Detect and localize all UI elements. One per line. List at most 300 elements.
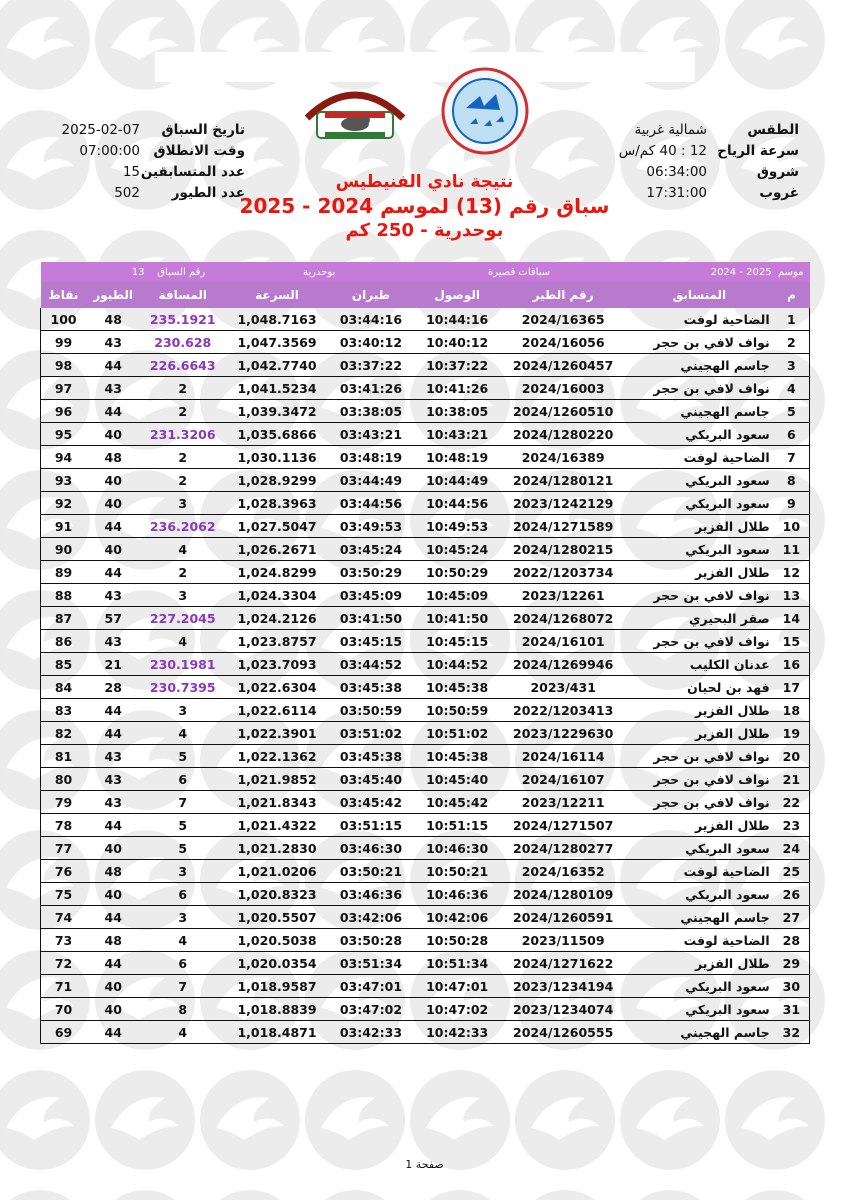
birds-cell: 40 (86, 538, 140, 561)
birds-cell: 57 (86, 607, 140, 630)
birds-count-label: عدد الطيور (171, 185, 245, 201)
arrival-time-cell: 10:44:49 (413, 469, 501, 492)
arrival-time-cell: 10:44:16 (413, 308, 501, 331)
distance-cell: 3 (140, 860, 225, 883)
rank-cell: 22 (774, 791, 810, 814)
points-cell: 90 (41, 538, 87, 561)
competitor-cell: طلال الفزير (625, 515, 774, 538)
competitor-cell: نواف لافي بن حجر (625, 331, 774, 354)
table-row (41, 331, 810, 354)
arrival-time-cell: 10:42:06 (413, 906, 501, 929)
arrival-time-cell: 10:40:12 (413, 331, 501, 354)
rank-cell: 15 (774, 630, 810, 653)
competitor-cell: سعود البريكي (625, 423, 774, 446)
birds-cell: 44 (86, 906, 140, 929)
flight-time-cell: 03:42:33 (329, 1021, 413, 1044)
speed-cell: 1,023.7093 (225, 653, 329, 676)
competitor-cell: نواف لافي بن حجر (625, 377, 774, 400)
birds-cell: 43 (86, 584, 140, 607)
points-cell: 94 (41, 446, 87, 469)
competitor-cell: نواف لافي بن حجر (625, 745, 774, 768)
table-row (41, 837, 810, 860)
table-row (41, 308, 810, 331)
table-row (41, 354, 810, 377)
table-row (41, 446, 810, 469)
competitor-cell: نواف لافي بن حجر (625, 791, 774, 814)
points-cell: 81 (41, 745, 87, 768)
distance-cell: 230.1981 (140, 653, 225, 676)
speed-cell: 1,020.5507 (225, 906, 329, 929)
points-cell: 75 (41, 883, 87, 906)
competitor-cell: سعود البريكي (625, 492, 774, 515)
table-row (41, 515, 810, 538)
rank-cell: 2 (774, 331, 810, 354)
ring-number-cell: 2024/16107 (501, 768, 625, 791)
rank-cell: 23 (774, 814, 810, 837)
col-ring: رقم الطير (501, 282, 625, 308)
flight-time-cell: 03:50:59 (329, 699, 413, 722)
birds-cell: 28 (86, 676, 140, 699)
competitor-cell: سعود البريكي (625, 975, 774, 998)
flight-time-cell: 03:44:49 (329, 469, 413, 492)
rank-cell: 19 (774, 722, 810, 745)
arrival-time-cell: 10:47:02 (413, 998, 501, 1021)
competitors-count-value: 15 (122, 164, 140, 180)
points-cell: 80 (41, 768, 87, 791)
distance-cell: 2 (140, 377, 225, 400)
col-birds: الطيور (86, 282, 140, 308)
arrival-time-cell: 10:37:22 (413, 354, 501, 377)
ring-number-cell: 2023/1242129 (501, 492, 625, 515)
table-row (41, 423, 810, 446)
distance-cell: 2 (140, 400, 225, 423)
ring-number-cell: 2023/12261 (501, 584, 625, 607)
competitor-cell: طلال الفزير (625, 561, 774, 584)
season-cell (625, 262, 809, 282)
flight-time-cell: 03:48:19 (329, 446, 413, 469)
distance-cell: 5 (140, 745, 225, 768)
competitor-cell: سعود البريكي (625, 538, 774, 561)
kuwait-club-logo (295, 78, 415, 148)
rank-cell: 11 (774, 538, 810, 561)
birds-cell: 44 (86, 400, 140, 423)
distance-cell: 4 (140, 1021, 225, 1044)
distance-cell: 8 (140, 998, 225, 1021)
birds-cell: 43 (86, 745, 140, 768)
col-rank: م (774, 282, 810, 308)
flight-time-cell: 03:43:21 (329, 423, 413, 446)
rank-cell: 25 (774, 860, 810, 883)
points-cell: 89 (41, 561, 87, 584)
birds-cell: 44 (86, 699, 140, 722)
speed-cell: 1,021.4322 (225, 814, 329, 837)
speed-cell: 1,018.9587 (225, 975, 329, 998)
flight-time-cell: 03:47:02 (329, 998, 413, 1021)
speed-cell: 1,021.9852 (225, 768, 329, 791)
rank-cell: 1 (774, 308, 810, 331)
speed-cell: 1,022.1362 (225, 745, 329, 768)
fnaitees-club-logo (440, 66, 530, 156)
arrival-time-cell: 10:49:53 (413, 515, 501, 538)
competitor-cell: نواف لافي بن حجر (625, 768, 774, 791)
distance-cell: 4 (140, 630, 225, 653)
ring-number-cell: 2024/1280277 (501, 837, 625, 860)
ring-number-cell: 2024/16114 (501, 745, 625, 768)
ring-number-cell: 2024/16101 (501, 630, 625, 653)
speed-cell: 1,021.2830 (225, 837, 329, 860)
ring-number-cell: 2024/1271589 (501, 515, 625, 538)
col-competitor: المتسابق (625, 282, 774, 308)
distance-cell: 6 (140, 952, 225, 975)
speed-cell: 1,024.3304 (225, 584, 329, 607)
ring-number-cell: 2024/1280109 (501, 883, 625, 906)
col-speed: السرعة (225, 282, 329, 308)
rank-cell: 13 (774, 584, 810, 607)
competitor-cell: جاسم الهجيني (625, 400, 774, 423)
points-cell: 82 (41, 722, 87, 745)
ring-number-cell: 2024/16389 (501, 446, 625, 469)
ring-number-cell: 2023/431 (501, 676, 625, 699)
ring-number-cell: 2022/1203734 (501, 561, 625, 584)
race-date-value: 2025-02-07 (61, 122, 140, 138)
points-cell: 69 (41, 1021, 87, 1044)
competitor-cell: فهد بن لحيان (625, 676, 774, 699)
birds-cell: 44 (86, 1021, 140, 1044)
birds-cell: 40 (86, 423, 140, 446)
points-cell: 70 (41, 998, 87, 1021)
table-info-bar (41, 262, 810, 282)
table-row (41, 584, 810, 607)
points-cell: 93 (41, 469, 87, 492)
rank-cell: 20 (774, 745, 810, 768)
arrival-time-cell: 10:46:30 (413, 837, 501, 860)
flight-time-cell: 03:44:52 (329, 653, 413, 676)
arrival-time-cell: 10:51:34 (413, 952, 501, 975)
competitor-cell: طلال الفزير (625, 722, 774, 745)
birds-cell: 43 (86, 331, 140, 354)
points-cell: 72 (41, 952, 87, 975)
table-row (41, 929, 810, 952)
table-row (41, 607, 810, 630)
flight-time-cell: 03:40:12 (329, 331, 413, 354)
sunset-label: غروب (759, 185, 799, 201)
rank-cell: 32 (774, 1021, 810, 1044)
distance-cell: 2 (140, 561, 225, 584)
flight-time-cell: 03:44:16 (329, 308, 413, 331)
ring-number-cell: 2024/16352 (501, 860, 625, 883)
table-row (41, 561, 810, 584)
race-number-label: رقم السباق (157, 266, 206, 278)
ring-number-cell: 2023/1229630 (501, 722, 625, 745)
speed-cell: 1,039.3472 (225, 400, 329, 423)
flight-time-cell: 03:37:22 (329, 354, 413, 377)
ring-number-cell: 2024/1269946 (501, 653, 625, 676)
speed-cell: 1,021.0206 (225, 860, 329, 883)
points-cell: 100 (41, 308, 87, 331)
competitor-cell: جاسم الهجيني (625, 354, 774, 377)
flight-time-cell: 03:49:53 (329, 515, 413, 538)
birds-cell: 40 (86, 469, 140, 492)
competitor-cell: الضاحية لوفت (625, 860, 774, 883)
distance-cell: 3 (140, 584, 225, 607)
rank-cell: 21 (774, 768, 810, 791)
competitor-cell: سعود البريكي (625, 998, 774, 1021)
rank-cell: 26 (774, 883, 810, 906)
speed-cell: 1,020.0354 (225, 952, 329, 975)
flight-time-cell: 03:45:38 (329, 745, 413, 768)
col-distance: المسافة (140, 282, 225, 308)
distance-cell: 230.7395 (140, 676, 225, 699)
competitor-cell: عدنان الكليب (625, 653, 774, 676)
table-row (41, 860, 810, 883)
season-label: موسم (777, 266, 804, 278)
rank-cell: 4 (774, 377, 810, 400)
col-points: نقاط (41, 282, 87, 308)
distance-cell: 3 (140, 492, 225, 515)
race-number-value: 13 (131, 266, 145, 278)
ring-number-cell: 2024/1260510 (501, 400, 625, 423)
competitor-cell: نواف لافي بن حجر (625, 584, 774, 607)
ring-number-cell: 2023/1234194 (501, 975, 625, 998)
ring-number-cell: 2022/1203413 (501, 699, 625, 722)
speed-cell: 1,026.2671 (225, 538, 329, 561)
birds-cell: 43 (86, 791, 140, 814)
speed-cell: 1,035.6866 (225, 423, 329, 446)
rank-cell: 28 (774, 929, 810, 952)
table-row (41, 975, 810, 998)
table-row (41, 814, 810, 837)
arrival-time-cell: 10:45:09 (413, 584, 501, 607)
rank-cell: 29 (774, 952, 810, 975)
distance-cell: 231.3206 (140, 423, 225, 446)
rank-cell: 8 (774, 469, 810, 492)
arrival-time-cell: 10:51:02 (413, 722, 501, 745)
arrival-time-cell: 10:38:05 (413, 400, 501, 423)
rank-cell: 27 (774, 906, 810, 929)
distance-cell: 7 (140, 791, 225, 814)
points-cell: 77 (41, 837, 87, 860)
ring-number-cell: 2024/1271622 (501, 952, 625, 975)
points-cell: 73 (41, 929, 87, 952)
page-number: صفحة 1 (405, 1158, 444, 1171)
rank-cell: 5 (774, 400, 810, 423)
points-cell: 76 (41, 860, 87, 883)
weather-label: الطقس (747, 122, 799, 138)
flight-time-cell: 03:46:36 (329, 883, 413, 906)
speed-cell: 1,048.7163 (225, 308, 329, 331)
weather-value: شمالية غربية (634, 122, 707, 138)
flight-time-cell: 03:41:26 (329, 377, 413, 400)
points-cell: 92 (41, 492, 87, 515)
flight-time-cell: 03:45:24 (329, 538, 413, 561)
rank-cell: 31 (774, 998, 810, 1021)
flight-time-cell: 03:50:28 (329, 929, 413, 952)
col-flight: طيران (329, 282, 413, 308)
rank-cell: 14 (774, 607, 810, 630)
birds-cell: 44 (86, 814, 140, 837)
rank-cell: 30 (774, 975, 810, 998)
birds-cell: 40 (86, 998, 140, 1021)
flight-time-cell: 03:45:38 (329, 676, 413, 699)
competitor-cell: الضاحية لوفت (625, 929, 774, 952)
distance-cell: 7 (140, 975, 225, 998)
competitor-cell: نواف لافي بن حجر (625, 630, 774, 653)
speed-cell: 1,042.7740 (225, 354, 329, 377)
flight-time-cell: 03:45:09 (329, 584, 413, 607)
points-cell: 97 (41, 377, 87, 400)
birds-cell: 43 (86, 377, 140, 400)
birds-cell: 48 (86, 860, 140, 883)
competitors-count-label: عدد المتسابقين (140, 164, 245, 180)
arrival-time-cell: 10:41:26 (413, 377, 501, 400)
flight-time-cell: 03:45:40 (329, 768, 413, 791)
rank-cell: 17 (774, 676, 810, 699)
points-cell: 87 (41, 607, 87, 630)
points-cell: 84 (41, 676, 87, 699)
table-row (41, 883, 810, 906)
arrival-time-cell: 10:41:50 (413, 607, 501, 630)
table-header-row (41, 282, 810, 308)
competitor-cell: سعود البريكي (625, 469, 774, 492)
ring-number-cell: 2024/1260555 (501, 1021, 625, 1044)
distance-cell: 6 (140, 883, 225, 906)
arrival-time-cell: 10:50:28 (413, 929, 501, 952)
rank-cell: 16 (774, 653, 810, 676)
points-cell: 85 (41, 653, 87, 676)
points-cell: 96 (41, 400, 87, 423)
table-row (41, 791, 810, 814)
rank-cell: 24 (774, 837, 810, 860)
flight-time-cell: 03:50:21 (329, 860, 413, 883)
page-title: نتيجة نادي الفنيطيس (335, 172, 514, 192)
speed-cell: 1,047.3569 (225, 331, 329, 354)
ring-number-cell: 2024/16056 (501, 331, 625, 354)
ring-number-cell: 2024/16365 (501, 308, 625, 331)
birds-cell: 40 (86, 883, 140, 906)
arrival-time-cell: 10:45:40 (413, 768, 501, 791)
race-date-label: تاريخ السباق (161, 122, 245, 138)
race-location: بوحدرية (225, 262, 413, 282)
results-body (41, 308, 810, 1044)
arrival-time-cell: 10:51:15 (413, 814, 501, 837)
birds-cell: 40 (86, 975, 140, 998)
table-row (41, 768, 810, 791)
arrival-time-cell: 10:50:21 (413, 860, 501, 883)
arrival-time-cell: 10:44:56 (413, 492, 501, 515)
arrival-time-cell: 10:42:33 (413, 1021, 501, 1044)
speed-cell: 1,018.8839 (225, 998, 329, 1021)
speed-cell: 1,028.3963 (225, 492, 329, 515)
arrival-time-cell: 10:48:19 (413, 446, 501, 469)
ring-number-cell: 2024/1280121 (501, 469, 625, 492)
competitor-cell: طلال الفزير (625, 814, 774, 837)
points-cell: 98 (41, 354, 87, 377)
table-row (41, 952, 810, 975)
birds-cell: 40 (86, 492, 140, 515)
flight-time-cell: 03:51:34 (329, 952, 413, 975)
arrival-time-cell: 10:45:38 (413, 676, 501, 699)
table-row (41, 998, 810, 1021)
distance-cell: 5 (140, 814, 225, 837)
speed-cell: 1,018.4871 (225, 1021, 329, 1044)
competitor-cell: طلال الفزير (625, 699, 774, 722)
birds-cell: 44 (86, 952, 140, 975)
points-cell: 95 (41, 423, 87, 446)
birds-cell: 48 (86, 446, 140, 469)
ring-number-cell: 2024/1260591 (501, 906, 625, 929)
birds-count-value: 502 (114, 185, 140, 201)
ring-number-cell: 2024/1268072 (501, 607, 625, 630)
arrival-time-cell: 10:46:36 (413, 883, 501, 906)
distance-cell: 2 (140, 446, 225, 469)
table-row (41, 400, 810, 423)
speed-cell: 1,024.8299 (225, 561, 329, 584)
release-time-value: 07:00:00 (79, 143, 140, 159)
competitor-cell: سعود البريكي (625, 837, 774, 860)
distance-cell: 4 (140, 538, 225, 561)
race-location-title: بوحدرية - 250 كم (345, 220, 504, 241)
arrival-time-cell: 10:50:59 (413, 699, 501, 722)
points-cell: 78 (41, 814, 87, 837)
logo-banner (155, 52, 695, 82)
birds-cell: 40 (86, 837, 140, 860)
birds-cell: 44 (86, 515, 140, 538)
rank-cell: 9 (774, 492, 810, 515)
birds-cell: 48 (86, 929, 140, 952)
col-arrival: الوصول (413, 282, 501, 308)
table-row (41, 722, 810, 745)
points-cell: 71 (41, 975, 87, 998)
points-cell: 74 (41, 906, 87, 929)
arrival-time-cell: 10:47:01 (413, 975, 501, 998)
flight-time-cell: 03:41:50 (329, 607, 413, 630)
rank-cell: 6 (774, 423, 810, 446)
rank-cell: 3 (774, 354, 810, 377)
table-row (41, 745, 810, 768)
results-table (40, 262, 810, 1044)
table-row (41, 1021, 810, 1044)
arrival-time-cell: 10:43:21 (413, 423, 501, 446)
flight-time-cell: 03:50:29 (329, 561, 413, 584)
distance-cell: 235.1921 (140, 308, 225, 331)
speed-cell: 1,041.5234 (225, 377, 329, 400)
table-row (41, 676, 810, 699)
ring-number-cell: 2024/1280215 (501, 538, 625, 561)
table-row (41, 699, 810, 722)
arrival-time-cell: 10:45:38 (413, 745, 501, 768)
speed-cell: 1,022.3901 (225, 722, 329, 745)
distance-cell: 3 (140, 699, 225, 722)
distance-cell: 3 (140, 906, 225, 929)
distance-cell: 4 (140, 722, 225, 745)
flight-time-cell: 03:46:30 (329, 837, 413, 860)
arrival-time-cell: 10:50:29 (413, 561, 501, 584)
competitor-cell: طلال الفزير (625, 952, 774, 975)
arrival-time-cell: 10:44:52 (413, 653, 501, 676)
competitor-cell: سعود البريكي (625, 883, 774, 906)
speed-cell: 1,021.8343 (225, 791, 329, 814)
birds-cell: 43 (86, 768, 140, 791)
speed-cell: 1,022.6304 (225, 676, 329, 699)
release-time-label: وقت الانطلاق (153, 143, 245, 159)
flight-time-cell: 03:42:06 (329, 906, 413, 929)
sunrise-label: شروق (756, 164, 799, 180)
speed-cell: 1,020.5038 (225, 929, 329, 952)
points-cell: 83 (41, 699, 87, 722)
race-number-cell (41, 262, 226, 282)
flight-time-cell: 03:44:56 (329, 492, 413, 515)
speed-cell: 1,024.2126 (225, 607, 329, 630)
